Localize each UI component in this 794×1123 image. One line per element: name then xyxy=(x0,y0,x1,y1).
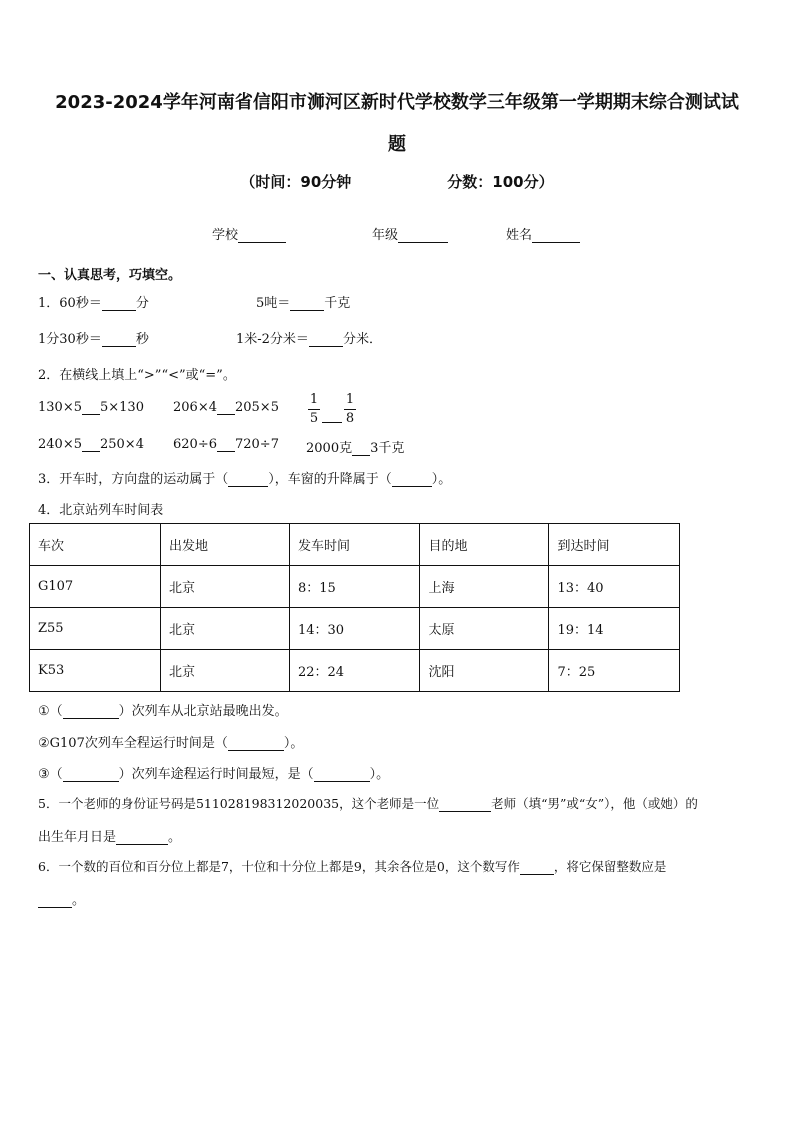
table-cell: 19：14 xyxy=(549,608,680,650)
name-label: 姓名 xyxy=(506,228,533,243)
q5-line1: 5．一个老师的身份证号码是511028198312020035，这个老师是一位 老师（填“男”或“女”），他（或她）的 xyxy=(38,796,698,811)
q2-fraction-2: 1 8 xyxy=(345,392,355,426)
q1-b: 5吨＝ 千克 xyxy=(256,296,351,311)
q2-stem: 2．在横线上填上“>”“<”或“=”。 xyxy=(38,368,236,383)
exam-score: 分数：100分） xyxy=(447,173,554,191)
q6-line2: 。 xyxy=(38,889,85,908)
q1-d: 1米-2分米＝ 分米． xyxy=(236,332,382,347)
table-cell: G107 xyxy=(30,566,161,608)
table-cell: 7：25 xyxy=(549,650,680,692)
q6-rounded-blank[interactable] xyxy=(38,893,72,908)
table-header-cell: 发车时间 xyxy=(289,524,419,566)
q2-compare-5: 620÷6 720÷7 xyxy=(173,437,279,452)
table-cell: 北京 xyxy=(160,608,289,650)
q4-sub3-blank-1[interactable] xyxy=(63,767,119,782)
table-cell: 沈阳 xyxy=(420,650,549,692)
q4-sub2: ②G107次列车全程运行时间是（ ）。 xyxy=(38,736,304,751)
q1-a-blank[interactable] xyxy=(102,296,136,311)
q4-sub2-blank[interactable] xyxy=(228,736,284,751)
q3: 3．开车时，方向盘的运动属于（ ），车窗的升降属于（ ）。 xyxy=(38,472,452,487)
table-cell: 北京 xyxy=(160,650,289,692)
train-timetable xyxy=(29,523,680,692)
table-cell: 22：24 xyxy=(289,650,419,692)
q2-blank-1[interactable] xyxy=(82,400,100,415)
school-field xyxy=(212,224,286,243)
q2-compare-4: 240×5 250×4 xyxy=(38,437,144,452)
q2-compare-2: 206×4 205×5 xyxy=(173,400,279,415)
q6-line1: 6．一个数的百位和百分位上都是7，十位和十分位上都是9，其余各位是0，这个数写作 ，将它保留整数应是 xyxy=(38,859,667,874)
table-header-cell: 目的地 xyxy=(420,524,549,566)
q4-sub3: ③（ ）次列车途程运行时间最短，是（ ）。 xyxy=(38,767,390,782)
exam-title-line2: 题 xyxy=(388,134,406,155)
name-field xyxy=(506,224,580,243)
table-row xyxy=(30,650,680,692)
grade-label: 年级 xyxy=(372,228,399,243)
section1-heading: 一、认真思考，巧填空。 xyxy=(38,268,182,283)
table-cell: 北京 xyxy=(160,566,289,608)
q3-blank-2[interactable] xyxy=(392,472,432,487)
table-cell: Z55 xyxy=(30,608,161,650)
table-header-cell: 车次 xyxy=(30,524,161,566)
q2-compare-6: 2000克 3千克 xyxy=(306,441,405,456)
school-label: 学校 xyxy=(212,228,239,243)
q2-compare-1: 130×5 5×130 xyxy=(38,400,144,415)
q2-fraction-1: 1 5 xyxy=(309,392,319,426)
q1-c: 1分30秒＝ 秒 xyxy=(38,332,149,347)
q2-blank-2[interactable] xyxy=(217,400,235,415)
q6-number-blank[interactable] xyxy=(520,860,554,875)
q1-b-blank[interactable] xyxy=(290,296,324,311)
table-cell: 8：15 xyxy=(289,566,419,608)
q2-blank-6[interactable] xyxy=(352,441,370,456)
q4-sub1: ①（ ）次列车从北京站最晚出发。 xyxy=(38,704,288,719)
q1-d-blank[interactable] xyxy=(309,332,343,347)
table-row xyxy=(30,608,680,650)
q4-sub1-blank[interactable] xyxy=(63,704,119,719)
grade-blank[interactable] xyxy=(398,228,448,243)
table-cell: 上海 xyxy=(420,566,549,608)
q1-a: 1．60秒＝ 分 xyxy=(38,296,149,311)
name-blank[interactable] xyxy=(532,228,580,243)
q1-c-blank[interactable] xyxy=(102,332,136,347)
q5-line2: 出生年月日是 。 xyxy=(38,830,182,845)
table-cell: 13：40 xyxy=(549,566,680,608)
table-cell: K53 xyxy=(30,650,161,692)
q2-blank-5[interactable] xyxy=(217,437,235,452)
q2-blank-4[interactable] xyxy=(82,437,100,452)
exam-title-line1: 2023-2024学年河南省信阳市浉河区新时代学校数学三年级第一学期期末综合测试试 xyxy=(55,92,739,113)
q5-gender-blank[interactable] xyxy=(439,797,491,812)
q2-blank-3[interactable] xyxy=(322,408,342,423)
q3-blank-1[interactable] xyxy=(228,472,268,487)
q5-birthdate-blank[interactable] xyxy=(116,830,168,845)
table-header-row xyxy=(30,524,680,566)
table-row xyxy=(30,566,680,608)
table-header-cell: 出发地 xyxy=(160,524,289,566)
exam-subtitle xyxy=(0,171,794,192)
table-header-cell: 到达时间 xyxy=(549,524,680,566)
grade-field xyxy=(372,224,448,243)
school-blank[interactable] xyxy=(238,228,286,243)
q4-stem: 4．北京站列车时间表 xyxy=(38,503,164,518)
table-cell: 太原 xyxy=(420,608,549,650)
q4-sub3-blank-2[interactable] xyxy=(314,767,370,782)
exam-time: （时间：90分钟 xyxy=(240,173,352,191)
table-cell: 14：30 xyxy=(289,608,419,650)
